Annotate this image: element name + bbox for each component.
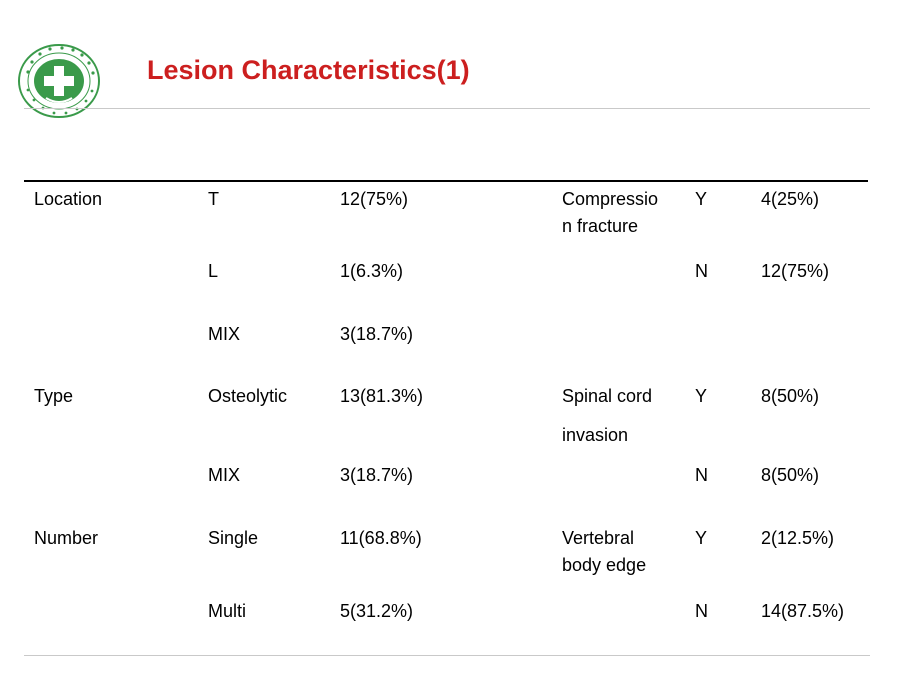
feature-label: Compressio n fracture [562, 189, 659, 236]
yes-no-value: N [695, 261, 708, 281]
count-percent: 8(50%) [761, 465, 820, 485]
count-percent: 14(87.5%) [761, 601, 845, 621]
count-percent: 3(18.7%) [340, 465, 414, 485]
count-percent: 2(12.5%) [761, 528, 835, 548]
count-percent: 4(25%) [761, 189, 820, 209]
category-value: L [208, 261, 219, 281]
category-value: T [208, 189, 219, 209]
count-percent: 5(31.2%) [340, 601, 414, 621]
count-percent: 8(50%) [761, 386, 820, 406]
yes-no-value: N [695, 601, 708, 621]
count-percent: 12(75%) [761, 261, 830, 281]
category-value: Single [208, 528, 259, 548]
header-divider [24, 108, 870, 109]
table-top-rule [24, 180, 868, 182]
category-value: MIX [208, 324, 241, 344]
count-percent: 13(81.3%) [340, 386, 424, 406]
yes-no-value: Y [695, 189, 708, 209]
yes-no-value: N [695, 465, 708, 485]
footer-divider [24, 655, 870, 656]
feature-label: Spinal cord [562, 386, 653, 406]
page-title: Lesion Characteristics(1) [147, 55, 470, 85]
row-label: Type [34, 386, 74, 406]
yes-no-value: Y [695, 528, 708, 548]
row-label: Location [34, 189, 103, 209]
count-percent: 1(6.3%) [340, 261, 404, 281]
category-value: Multi [208, 601, 247, 621]
count-percent: 11(68.8%) [340, 528, 422, 548]
row-label: Number [34, 528, 99, 548]
feature-label: Vertebral body edge [562, 528, 647, 575]
count-percent: 3(18.7%) [340, 324, 414, 344]
category-value: MIX [208, 465, 241, 485]
count-percent: 12(75%) [340, 189, 409, 209]
yes-no-value: Y [695, 386, 708, 406]
feature-label-continued: invasion [562, 425, 629, 445]
category-value: Osteolytic [208, 386, 288, 406]
